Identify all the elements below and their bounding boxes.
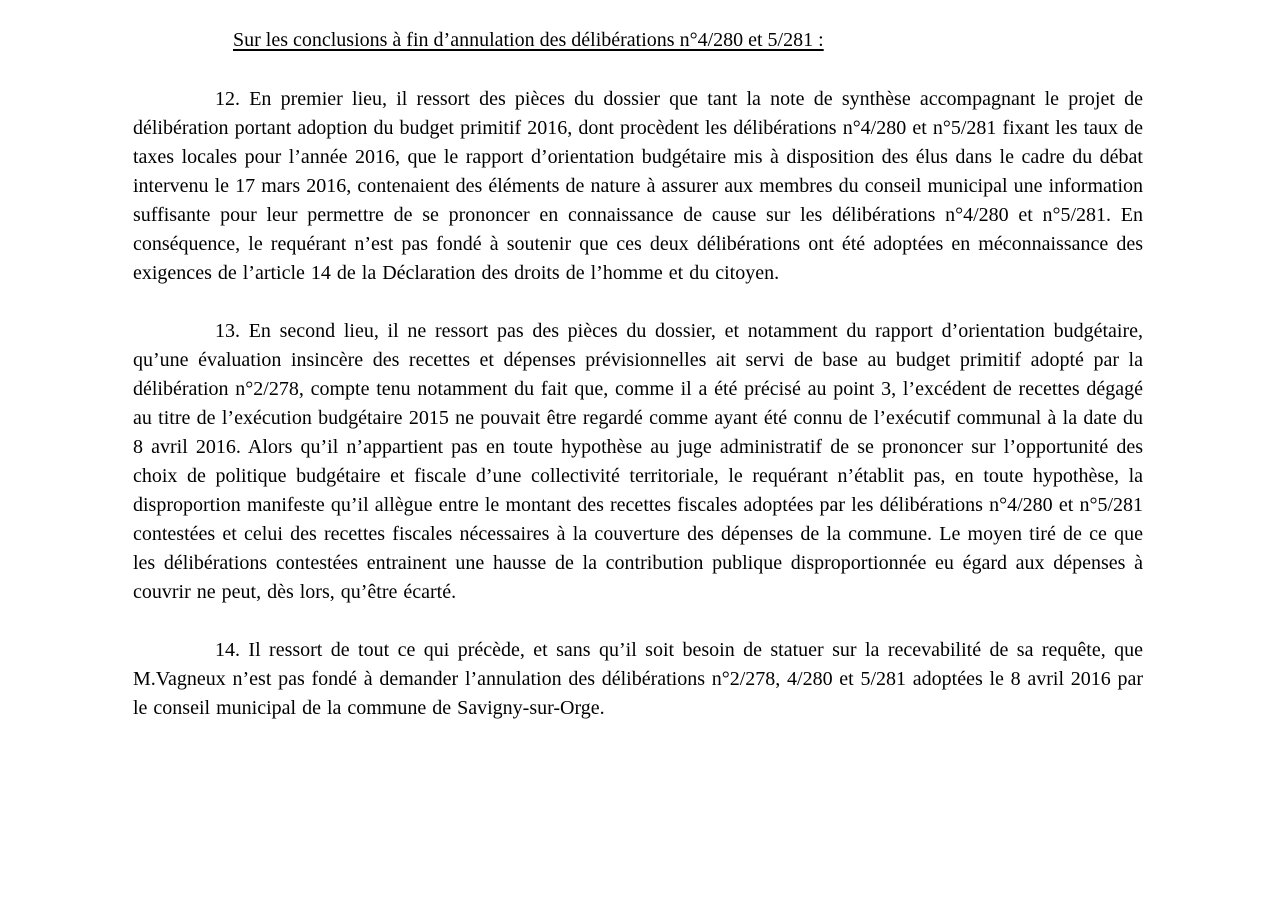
paragraph-14: 14. Il ressort de tout ce qui précède, et sans qu’il soit besoin de statuer sur la recevabilité de sa requête, que M.Vagneux n’est pas fondé à demander l’annulation des délibérations n°2/278, 4/280 et 5/281 adoptées le 8 avril 2016 par le conseil municipal de la commune de Savigny-sur-Orge. [133,639,1143,719]
section-heading-text: Sur les conclusions à fin d’annulation des délibérations n°4/280 et 5/281 : [233,29,824,51]
section-heading [233,26,1143,55]
paragraph-12: 12. En premier lieu, il ressort des pièces du dossier que tant la note de synthèse accompagnant le projet de délibération portant adoption du budget primitif 2016, dont procèdent les délibérations n°4/280 et n°5/281 fixant les taux de taxes locales pour l’année 2016, que le rapport d’orientation budgétaire mis à disposition des élus dans le cadre du débat intervenu le 17 mars 2016, contenaient des éléments de nature à assurer aux membres du conseil municipal une information suffisante pour leur permettre de se prononcer en connaissance de cause sur les délibérations n°4/280 et n°5/281. En conséquence, le requérant n’est pas fondé à soutenir que ces deux délibérations ont été adoptées en méconnaissance des exigences de l’article 14 de la Déclaration des droits de l’homme et du citoyen. [133,88,1143,284]
paragraph-13: 13. En second lieu, il ne ressort pas des pièces du dossier, et notamment du rapport d’orientation budgétaire, qu’une évaluation insincère des recettes et dépenses prévisionnelles ait servi de base au budget primitif adopté par la délibération n°2/278, compte tenu notamment du fait que, comme il a été précisé au point 3, l’excédent de recettes dégagé au titre de l’exécution budgétaire 2015 ne pouvait être regardé comme ayant été connu de l’exécutif communal à la date du 8 avril 2016. Alors qu’il n’appartient pas en toute hypothèse au juge administratif de se prononcer sur l’opportunité des choix de politique budgétaire et fiscale d’une collectivité territoriale, le requérant n’établit pas, en toute hypothèse, la disproportion manifeste qu’il allègue entre le montant des recettes fiscales adoptées par les délibérations n°4/280 et n°5/281 contestées et celui des recettes fiscales nécessaires à la couverture des dépenses de la commune. Le moyen tiré de ce que les délibérations contestées entrainent une hausse de la contribution publique disproportionnée eu égard aux dépenses à couvrir ne peut, dès lors, qu’être écarté. [133,320,1143,603]
